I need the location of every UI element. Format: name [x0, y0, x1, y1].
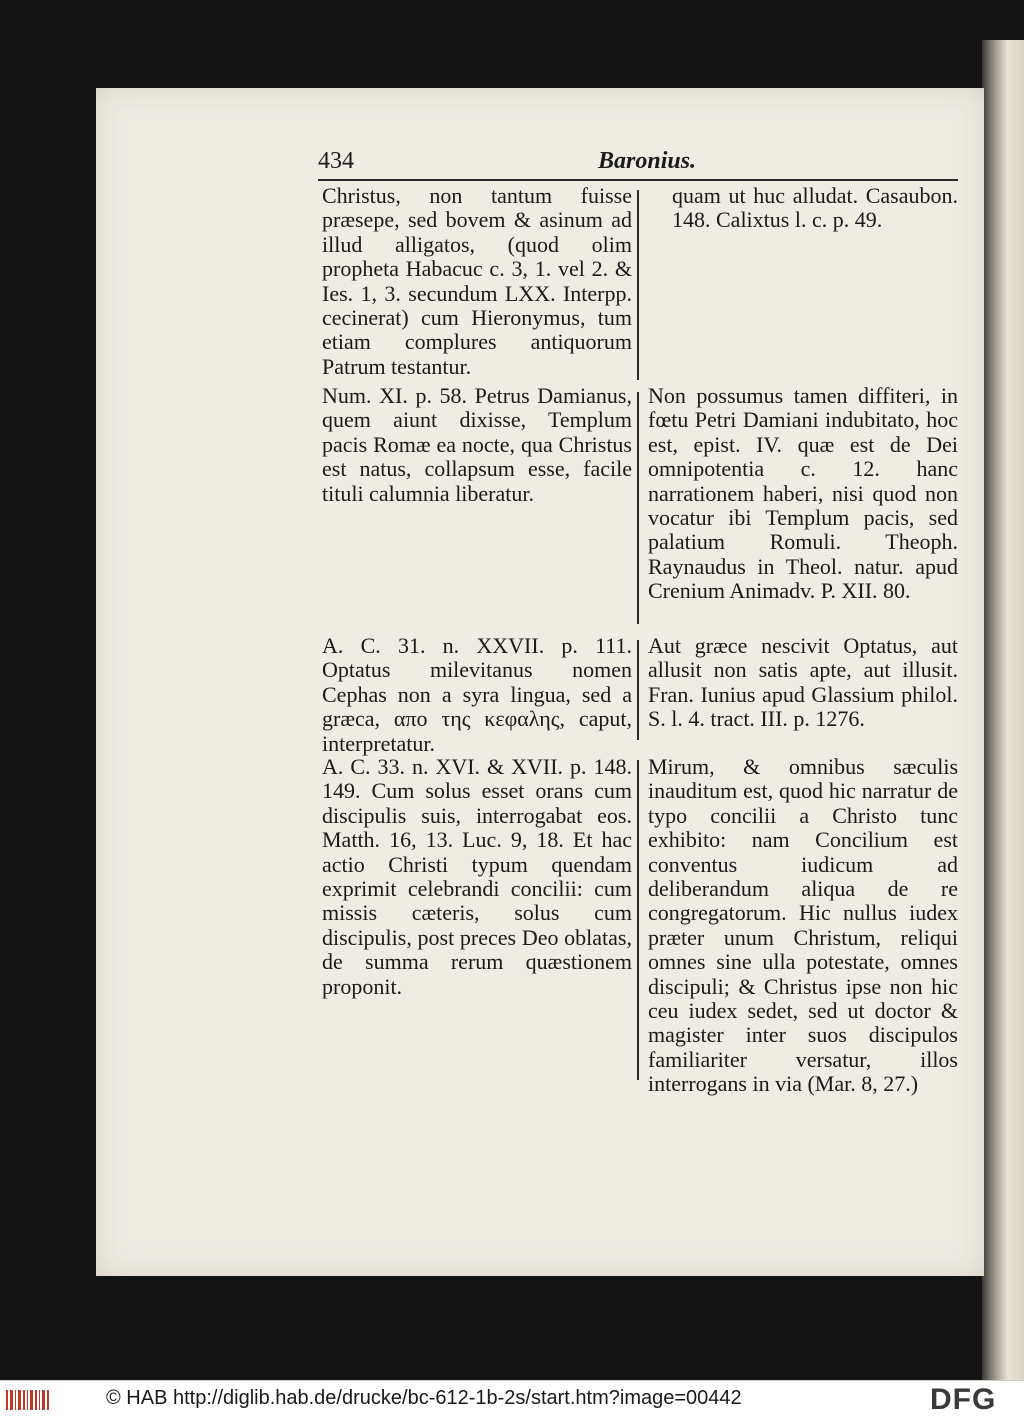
right-note-4-text: Mirum, & omnibus sæculis inauditum est, quod hic narratur de typo concilii a Christo tunc exhibito: nam Concilium est conventus iudicum ad deliberandum aliqua de re congregatorum. Hic nullus iudex præter unum Christum, reliqui omnes sine ulla potestate, omnes discipuli; & Christus ipse non hic ceu iudex sedet, sed ut doctor & magister inter suos discipulos familiariter versatur, illos interrogans in via (Mar. 8, 27.): [648, 754, 958, 1097]
page-number: 434: [318, 148, 354, 174]
left-note-1-text: Christus, non tantum fuisse præsepe, sed bovem & asinum ad illud alligatos, (quod olim propheta Habacuc c. 3, 1. vel 2. & Ies. 1, 3. secundum LXX. Interpp. cecinerat) cum Hieronymus, tum etiam complures antiquorum Patrum testantur.: [322, 183, 632, 379]
left-note-3-text: A. C. 31. n. XXVII. p. 111. Optatus milevitanus nomen Cephas non a syra lingua, sed a græca, απο της κεφαλης, caput, interpretatur.: [322, 633, 632, 756]
facing-page-edge: [982, 40, 1024, 1380]
column-divider: [637, 760, 639, 1080]
header-rule: [318, 179, 958, 181]
viewer-footer: [0, 1380, 1024, 1418]
left-note-2-text: Num. XI. p. 58. Petrus Damianus, quem aiunt dixisse, Templum pacis Romæ ea nocte, qua Christus est natus, collapsum esse, facile tituli calumnia liberatur.: [322, 383, 632, 506]
right-note-3-text: Aut græce nescivit Optatus, aut allusit non satis apte, aut illusit. Fran. Iunius apud Glassium philol. S. l. 4. tract. III. p. 1276.: [648, 633, 958, 732]
right-note-3: [648, 634, 958, 732]
column-divider: [637, 640, 639, 740]
column-divider: [637, 190, 639, 380]
dfg-logo: DFG: [930, 1383, 997, 1416]
column-divider: [637, 392, 639, 624]
left-note-3: [322, 634, 632, 756]
barcode-icon: [6, 1388, 52, 1412]
running-head: Baronius.: [598, 148, 697, 174]
right-note-1-text: quam ut huc alludat. Casaubon. 148. Calixtus l. c. p. 49.: [672, 183, 958, 233]
left-note-4-text: A. C. 33. n. XVI. & XVII. p. 148. 149. Cum solus esset orans cum discipulis suis, interrogabat eos. Matth. 16, 13. Luc. 9, 18. Et hac actio Christi typum quendam exprimit celebrandi concilii: cum missis cæteris, solus cum discipulis, post preces Deo oblatas, de summa rerum quæstionem proponit.: [322, 754, 632, 999]
left-note-4: [322, 755, 632, 999]
left-note-2: [322, 384, 632, 506]
right-note-2-text: Non possumus tamen diffiteri, in fœtu Petri Damiani indubitato, hoc est, epist. IV. quæ est de Dei omnipotentia c. 12. hanc narrationem haberi, nisi quod non vocatur ibi Templum pacis, sed palatium Romuli. Theoph. Raynaudus in Theol. natur. apud Crenium Animadv. P. XII. 80.: [648, 383, 958, 604]
right-note-1: [648, 184, 958, 233]
right-note-4: [648, 755, 958, 1097]
source-credit-link[interactable]: © HAB http://diglib.hab.de/drucke/bc-612-1b-2s/start.htm?image=00442: [106, 1387, 742, 1409]
right-note-2: [648, 384, 958, 604]
left-note-1: [322, 184, 632, 379]
page-header: [318, 148, 958, 180]
